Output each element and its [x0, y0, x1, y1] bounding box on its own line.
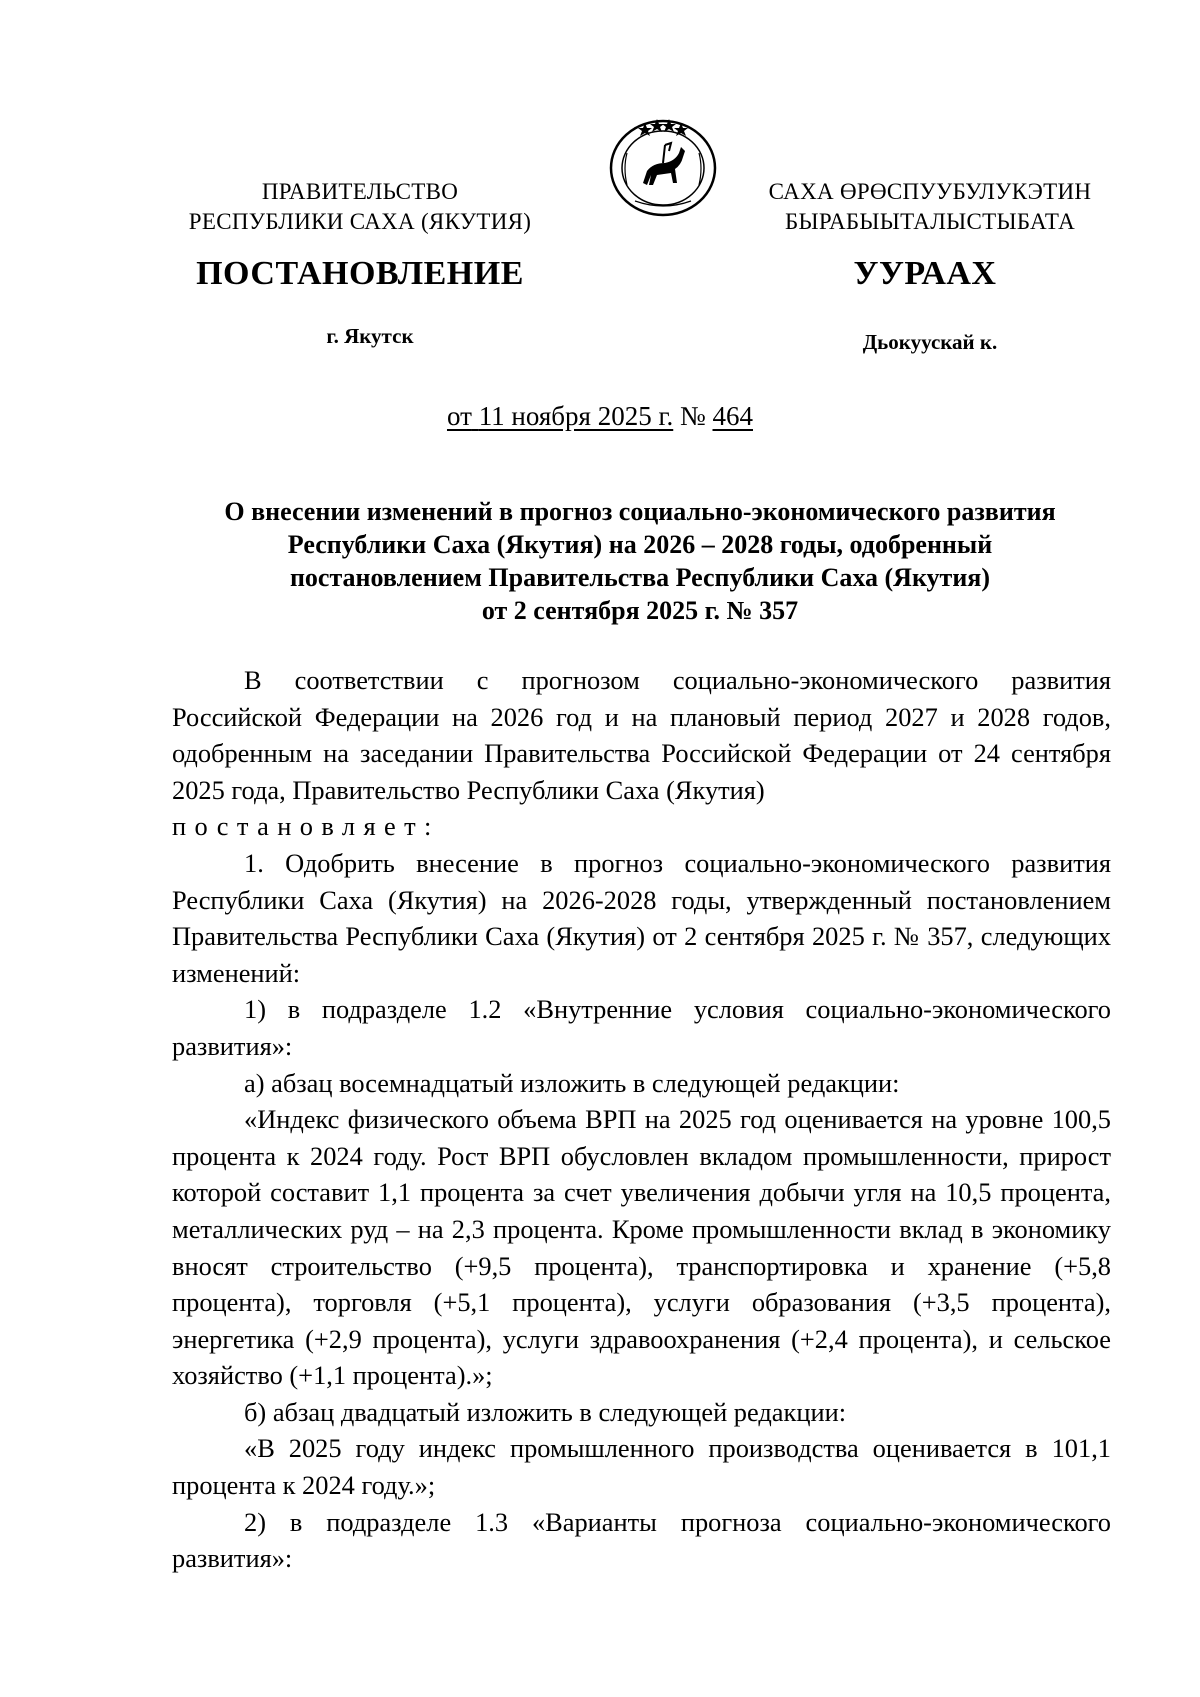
resolves-word: постановляет: — [172, 811, 440, 842]
left-org-line1: ПРАВИТЕЛЬСТВО — [261, 179, 459, 204]
number-sign: № — [679, 401, 706, 431]
left-doc-type: ПОСТАНОВЛЕНИЕ — [196, 255, 524, 292]
paragraph-quote-grp: «Индекс физического объема ВРП на 2025 год оценивается на уровне 100,5 процента к 2024 году. Рост ВРП обусловлен вкладом промышленности, прирост которой составит 1,1 процента за счет увеличения добычи угля на 10,5 процента, металлических руд – на 2,3 процента. Кроме промышленности вклад в экономику вносят строительство (+9,5 процента), транспортировка и хранение (+5,8 процента), торговля (+5,1 процента), услуги образования (+3,5 процента), энергетика (+2,9 процента), услуги здравоохранения (+2,4 процента), и сельское хозяйство (+1,1 процента).»; — [172, 1104, 1111, 1391]
document-date: 11 ноября 2025 г. — [478, 401, 674, 431]
title-line: постановлением Правительства Республики Саха (Якутия) — [289, 563, 991, 592]
paragraph-preamble: В соответствии с прогнозом социально-экономического развития Российской Федерации на 2026 год и на плановый период 2027 и 2028 годов, одобренным на заседании Правительства Российской Федерации от 24 сентября 2025 года, Правительство Республики Саха (Якутия) — [172, 665, 1111, 805]
right-org-name — [745, 177, 1115, 237]
right-org-line2: БЫРАБЫЫТАЛЫСТЫБАТА — [784, 209, 1076, 234]
title-line: О внесении изменений в прогноз социально-экономического развития — [224, 497, 1056, 526]
date-prefix: от — [446, 401, 472, 431]
title-line: от 2 сентября 2025 г. № 357 — [481, 596, 799, 625]
right-doc-type: УУРААХ — [853, 255, 997, 292]
coat-of-arms-emblem — [605, 113, 721, 219]
left-org-name — [170, 177, 550, 237]
right-org-line1: САХА ӨРӨСПУУБУЛУКЭТИН — [768, 179, 1092, 204]
document-title — [170, 495, 1110, 627]
title-line: Республики Саха (Якутия) на 2026 – 2028 годы, одобренный — [287, 530, 993, 559]
paragraph-quote-industry: «В 2025 году индекс промышленного производства оценивается в 101,1 процента к 2024 году.»; — [172, 1433, 1111, 1501]
document-body — [172, 662, 1111, 1577]
left-city: г. Якутск — [326, 324, 414, 348]
paragraph-subitem-b: б) абзац двадцатый изложить в следующей редакции: — [244, 1396, 847, 1427]
paragraph-subitem-a: а) абзац восемнадцатый изложить в следующей редакции: — [244, 1067, 900, 1098]
paragraph-item-1: 1. Одобрить внесение в прогноз социально-экономического развития Республики Саха (Якутия) на 2026-2028 годы, утвержденный постановлением Правительства Республики Саха (Якутия) от 2 сентября 2025 г. № 357, следующих изменений: — [172, 847, 1111, 988]
document-number: 464 — [712, 401, 753, 431]
right-city: Дьокуускай к. — [862, 330, 998, 354]
left-org-line2: РЕСПУБЛИКИ САХА (ЯКУТИЯ) — [188, 209, 532, 234]
paragraph-subitem-1: 1) в подразделе 1.2 «Внутренние условия социально-экономического развития»: — [172, 994, 1111, 1061]
document-date-line — [0, 401, 1200, 432]
paragraph-subitem-2: 2) в подразделе 1.3 «Варианты прогноза социально-экономического развития»: — [172, 1506, 1111, 1574]
